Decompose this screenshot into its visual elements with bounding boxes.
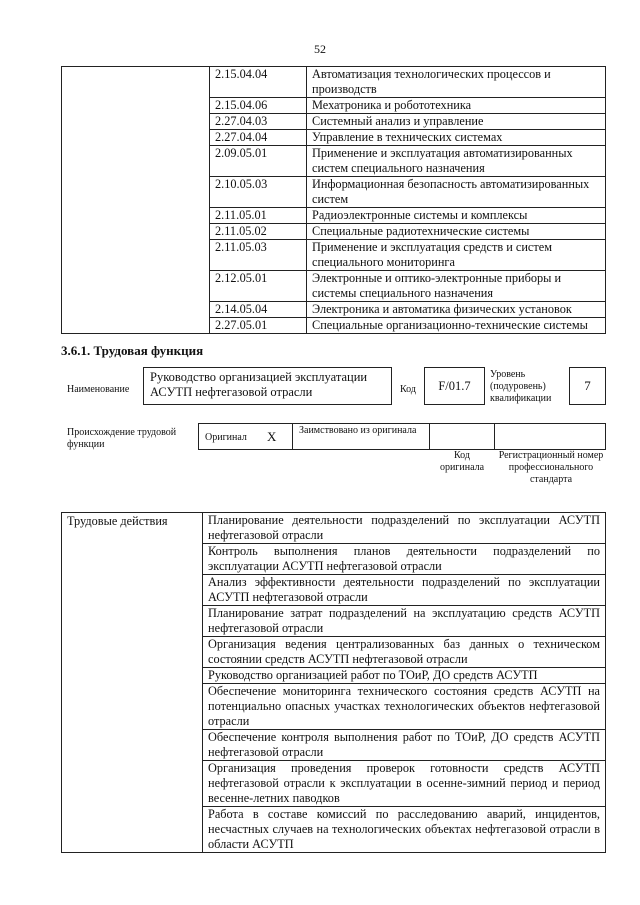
qualification-level: 7 xyxy=(569,367,606,405)
specialty-name-cell: Мехатроника и робототехника xyxy=(307,98,606,114)
labor-action: Обеспечение контроля выполнения работ по ТОиР, ДО средств АСУТП нефтегазовой отрасли xyxy=(203,730,606,761)
labor-action: Организация проведения проверок готовности средств АСУТП нефтегазовой отрасли к эксплуатации в осенне-зимний период и период весенне-летних паводков xyxy=(203,761,606,807)
labor-action: Работа в составе комиссий по расследованию аварий, инцидентов, несчастных случаев на технологических объектах нефтегазовой отрасли в области АСУТП xyxy=(203,807,606,853)
specialty-name-cell: Применение и эксплуатация автоматизированных систем специального назначения xyxy=(307,146,606,177)
action-row xyxy=(62,513,606,544)
page-number: 52 xyxy=(314,42,326,56)
code-cell: 2.15.04.04 xyxy=(210,67,307,98)
specialty-name-cell: Электроника и автоматика физических установок xyxy=(307,302,606,318)
education-codes-table xyxy=(61,66,606,334)
specialty-name-cell: Радиоэлектронные системы и комплексы xyxy=(307,208,606,224)
code-cell: 2.27.04.03 xyxy=(210,114,307,130)
function-code: F/01.7 xyxy=(424,367,485,405)
code-cell: 2.12.05.01 xyxy=(210,271,307,302)
labor-action: Анализ эффективности деятельности подразделений по эксплуатации АСУТП нефтегазовой отрасли xyxy=(203,575,606,606)
specialty-name-cell: Специальные радиотехнические системы xyxy=(307,224,606,240)
registration-number-cell xyxy=(494,423,606,450)
original-mark: X xyxy=(267,429,277,444)
specialty-name-cell: Информационная безопасность автоматизированных систем xyxy=(307,177,606,208)
empty-cell xyxy=(62,67,210,334)
code-cell: 2.15.04.06 xyxy=(210,98,307,114)
specialty-name-cell: Применение и эксплуатация средств и систем специального мониторинга xyxy=(307,240,606,271)
labor-action: Планирование затрат подразделений на эксплуатацию средств АСУТП нефтегазовой отрасли xyxy=(203,606,606,637)
specialty-name-cell: Автоматизация технологических процессов и производств xyxy=(307,67,606,98)
origin-label: Происхождение трудовой функции xyxy=(67,427,177,450)
labor-action: Планирование деятельности подразделений по эксплуатации АСУТП нефтегазовой отрасли xyxy=(203,513,606,544)
labor-action: Руководство организацией работ по ТОиР, ДО средств АСУТП xyxy=(203,668,606,684)
borrowed-label: Заимствовано из оригинала xyxy=(292,423,430,450)
code-cell: 2.11.05.02 xyxy=(210,224,307,240)
code-caption: Код оригинала xyxy=(439,450,485,473)
code-cell: 2.11.05.01 xyxy=(210,208,307,224)
specialty-name-cell: Управление в технических системах xyxy=(307,130,606,146)
original-label: Оригинал xyxy=(205,432,247,443)
code-cell: 2.14.05.04 xyxy=(210,302,307,318)
section-title: 3.6.1. Трудовая функция xyxy=(61,343,204,358)
registration-caption: Регистрационный номер профессионального стандарта xyxy=(498,450,604,485)
code-cell: 2.09.05.01 xyxy=(210,146,307,177)
code-label: Код xyxy=(400,384,416,395)
labor-action: Контроль выполнения планов деятельности подразделений по эксплуатации АСУТП нефтегазовой отрасли xyxy=(203,544,606,575)
specialty-name-cell: Электронные и оптико-электронные приборы и системы специального назначения xyxy=(307,271,606,302)
specialty-name-cell: Специальные организационно-технические системы xyxy=(307,318,606,334)
code-row xyxy=(62,67,606,98)
code-cell: 2.27.05.01 xyxy=(210,318,307,334)
labor-action: Обеспечение мониторинга технического состояния средств АСУТП на потенциально опасных участках технологических объектов нефтегазовой отрасли xyxy=(203,684,606,730)
level-label: Уровень (подуровень) квалификации xyxy=(490,369,552,404)
labor-action: Организация ведения централизованных баз данных о техническом состоянии средств АСУТП нефтегазовой отрасли xyxy=(203,637,606,668)
original-code-cell xyxy=(429,423,495,450)
function-name: Руководство организацией эксплуатации АСУТП нефтегазовой отрасли xyxy=(143,367,392,405)
code-cell: 2.10.05.03 xyxy=(210,177,307,208)
original-cell xyxy=(198,423,293,450)
actions-label: Трудовые действия xyxy=(62,513,203,853)
name-label: Наименование xyxy=(67,384,130,395)
labor-actions-table xyxy=(61,512,606,853)
specialty-name-cell: Системный анализ и управление xyxy=(307,114,606,130)
code-cell: 2.27.04.04 xyxy=(210,130,307,146)
code-cell: 2.11.05.03 xyxy=(210,240,307,271)
